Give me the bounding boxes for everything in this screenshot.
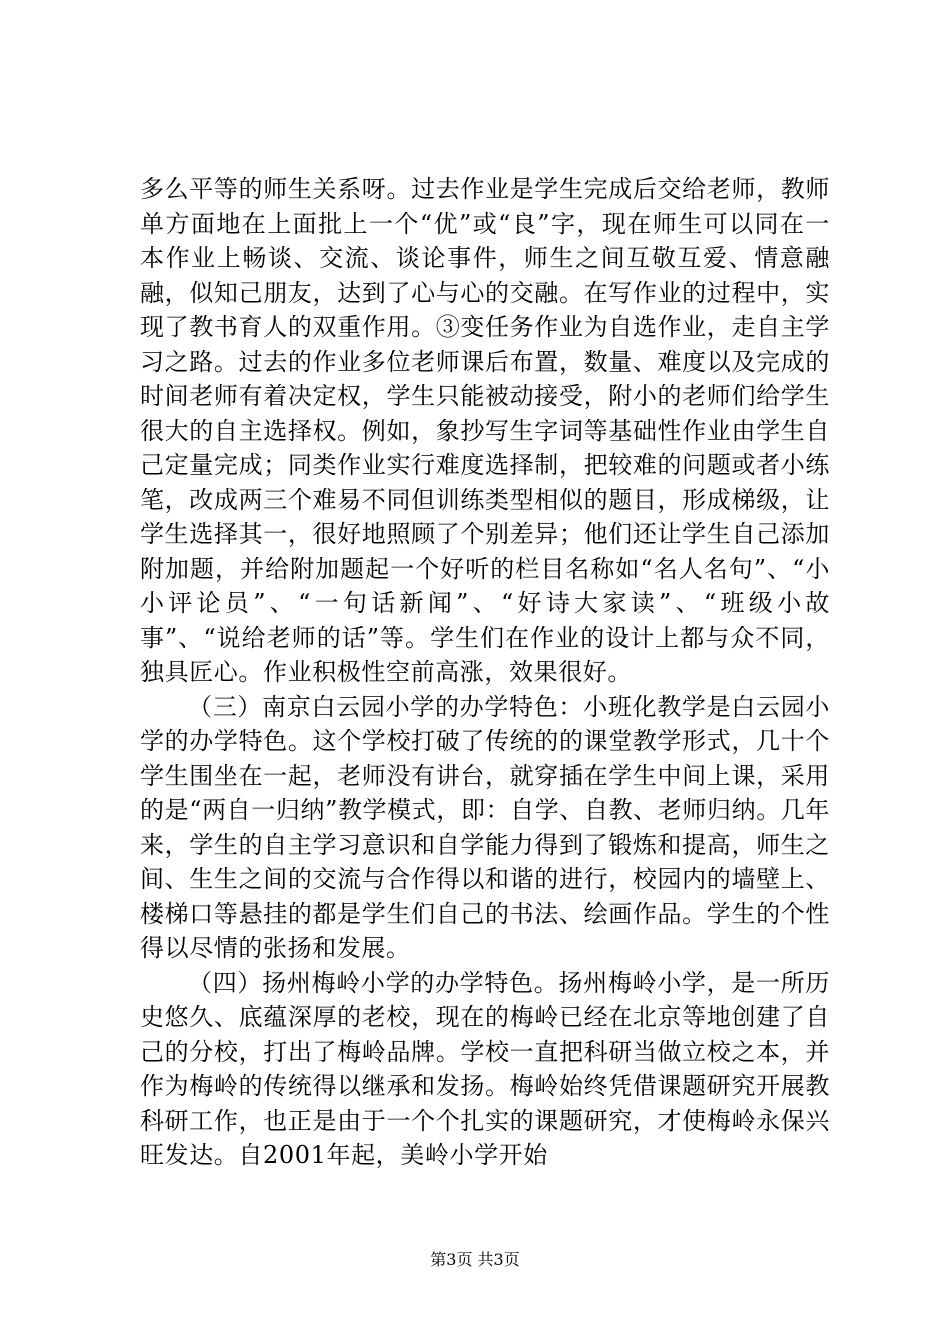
- page-number-label: 第3页 共3页: [430, 1250, 520, 1269]
- paragraph-homework-continuation: 多么平等的师生关系呀。过去作业是学生完成后交给老师，教师单方面地在上面批上一个“优”或“良”字，现在师生可以同在一本作业上畅谈、交流、谈论事件，师生之间互敬互爱、情意融融，似知己朋友，达到了心与心的交融。在写作业的过程中，实现了教书育人的双重作用。③变任务作业为自选作业，走自主学习之路。过去的作业多位老师课后布置，数量、难度以及完成的时间老师有着决定权，学生只能被动接受，附小的老师们给学生很大的自主选择权。例如，象抄写生字词等基础性作业由学生自己定量完成；同类作业实行难度选择制，把较难的问题或者小练笔，改成两三个难易不同但训练类型相似的题目，形成梯级，让学生选择其一，很好地照顾了个别差异；他们还让学生自己添加附加题，并给附加题起一个好听的栏目名称如“名人名句”、“小小评论员”、“一句话新闻”、“好诗大家读”、“班级小故事”、“说给老师的话”等。学生们在作业的设计上都与众不同，独具匠心。作业积极性空前高涨，效果很好。: [140, 175, 830, 686]
- document-body: [140, 172, 830, 1173]
- page-footer: [0, 1250, 950, 1270]
- paragraph-nanjing-baiyunyuan: （三）南京白云园小学的办学特色：小班化教学是白云园小学的办学特色。这个学校打破了传统的的课堂教学形式，几十个学生围坐在一起，老师没有讲台，就穿插在学生中间上课，采用的是“两自一归纳”教学模式，即：自学、自教、老师归纳。几年来，学生的自主学习意识和自学能力得到了锻炼和提高，师生之间、生生之间的交流与合作得以和谐的进行，校园内的墙壁上、楼梯口等悬挂的都是学生们自己的书法、绘画作品。学生的个性得以尽情的张扬和发展。: [140, 692, 830, 962]
- paragraph-yangzhou-meiling: （四）扬州梅岭小学的办学特色。扬州梅岭小学，是一所历史悠久、底蕴深厚的老校，现在的梅岭已经在北京等地创建了自己的分校，打出了梅岭品牌。学校一直把科研当做立校之本，并作为梅岭的传统得以继承和发扬。梅岭始终凭借课题研究开展教科研工作，也正是由于一个个扎实的课题研究，才使梅岭永保兴旺发达。自2001年起，美岭小学开始: [140, 968, 830, 1169]
